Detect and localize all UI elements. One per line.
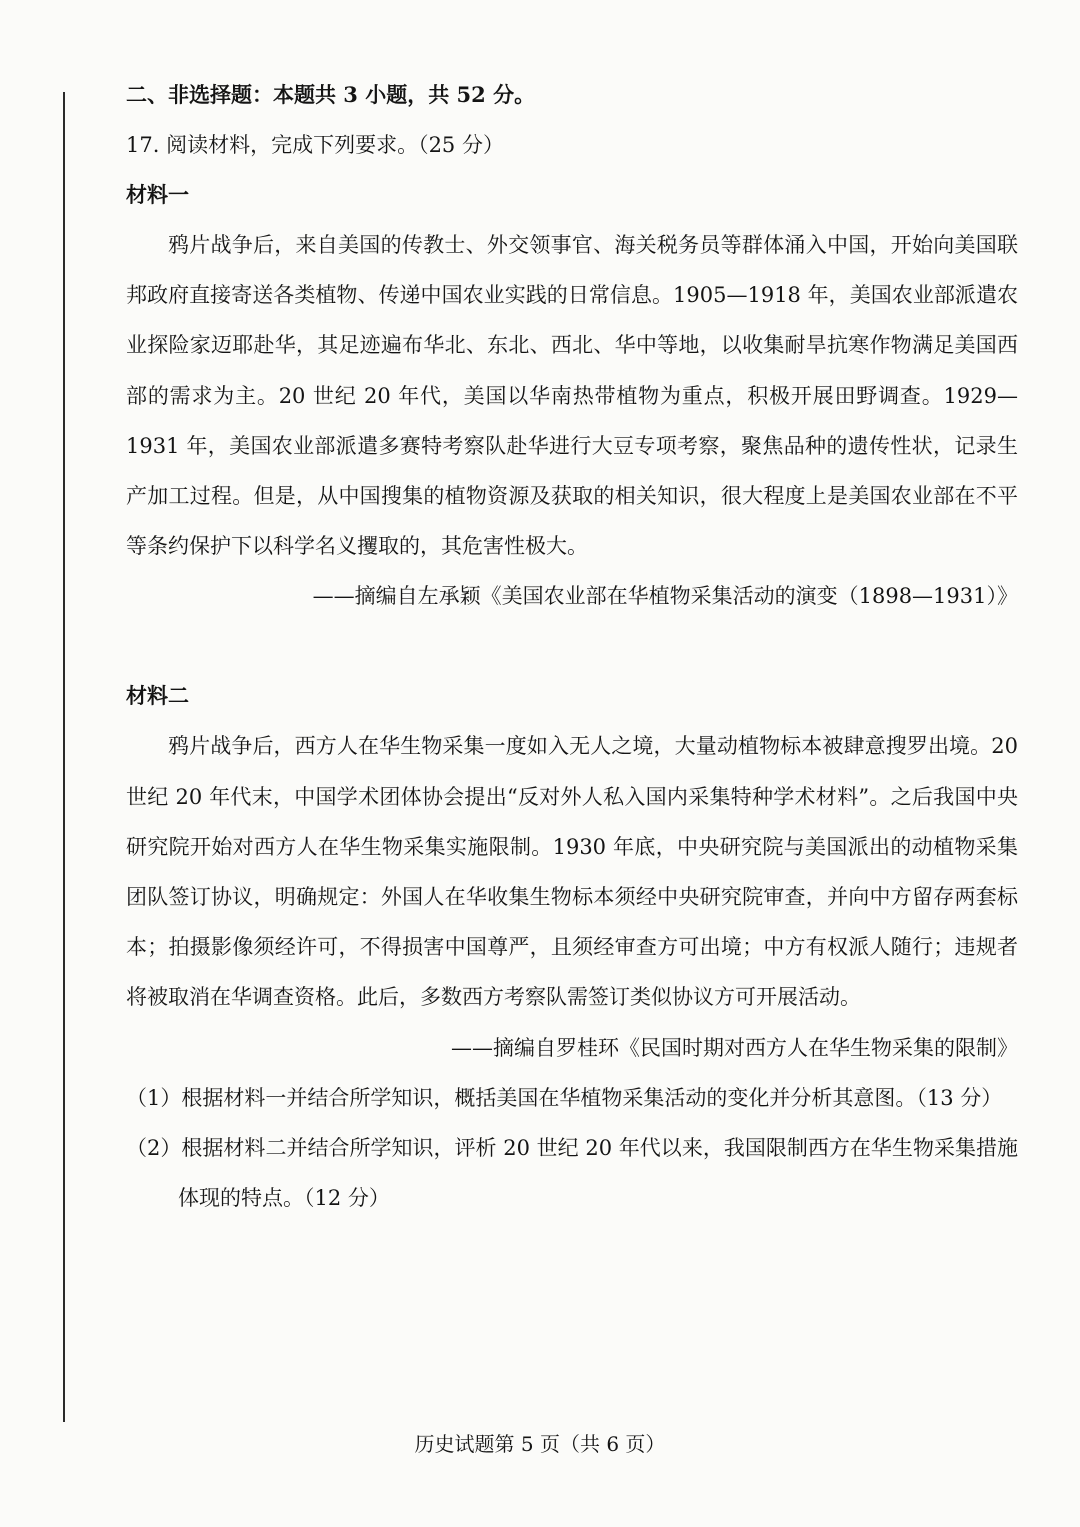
material-1-citation: ——摘编自左承颖《美国农业部在华植物采集活动的演变（1898—1931）》 (312, 584, 1018, 609)
material-1-text: 鸦片战争后，来自美国的传教士、外交领事官、海关税务员等群体涌入中国，开始向美国联邦政府直接寄送各类植物、传递中国农业实践的日常信息。1905—1918 年，美国农业部派遣农业探险家迈耶赴华，其足迹遍布华北、东北、西北、华中等地，以收集耐旱抗寒作物满足美国西部的需求为主。20 世纪 20 年代，美国以华南热带植物为重点，积极开展田野调查。1929—1931 年，美国农业部派遣多赛特考察队赴华进行大豆专项考察，聚焦品种的遗传性状，记录生产加工过程。但是，从中国搜集的植物资源及获取的相关知识，很大程度上是美国农业部在不平等条约保护下以科学名义攫取的，其危害性极大。 (126, 233, 1018, 559)
sub-question-2: （2）根据材料二并结合所学知识，评析 20 世纪 20 年代以来，我国限制西方在华生物采集措施体现的特点。（12 分） (126, 1135, 1018, 1210)
material-2-label: 材料二 (126, 683, 189, 709)
section-heading: 二、非选择题：本题共 3 小题，共 52 分。 (126, 82, 536, 107)
page-footer: 历史试题第 5 页（共 6 页） (414, 1432, 666, 1456)
page-content (126, 70, 1018, 1223)
material-2-citation: ——摘编自罗桂环《民国时期对西方人在华生物采集的限制》 (451, 1035, 1018, 1060)
sub-question-1: （1）根据材料一并结合所学知识，概括美国在华植物采集活动的变化并分析其意图。（13 分） (126, 1085, 1003, 1110)
binding-margin-line (63, 92, 65, 1422)
material-2-text: 鸦片战争后，西方人在华生物采集一度如入无人之境，大量动植物标本被肆意搜罗出境。20 世纪 20 年代末，中国学术团体协会提出“反对外人私入国内采集特种学术材料”。之后我国中央研究院开始对西方人在华生物采集实施限制。1930 年底，中央研究院与美国派出的动植物采集团队签订协议，明确规定：外国人在华收集生物标本须经中央研究院审查，并向中方留存两套标本；拍摄影像须经许可，不得损害中国尊严，且须经审查方可出境；中方有权派人随行；违规者将被取消在华调查资格。此后，多数西方考察队需签订类似协议方可开展活动。 (126, 734, 1018, 1010)
spacer (126, 621, 1018, 671)
material-1-label: 材料一 (126, 182, 189, 207)
question-title: 17. 阅读材料，完成下列要求。（25 分） (126, 133, 504, 157)
